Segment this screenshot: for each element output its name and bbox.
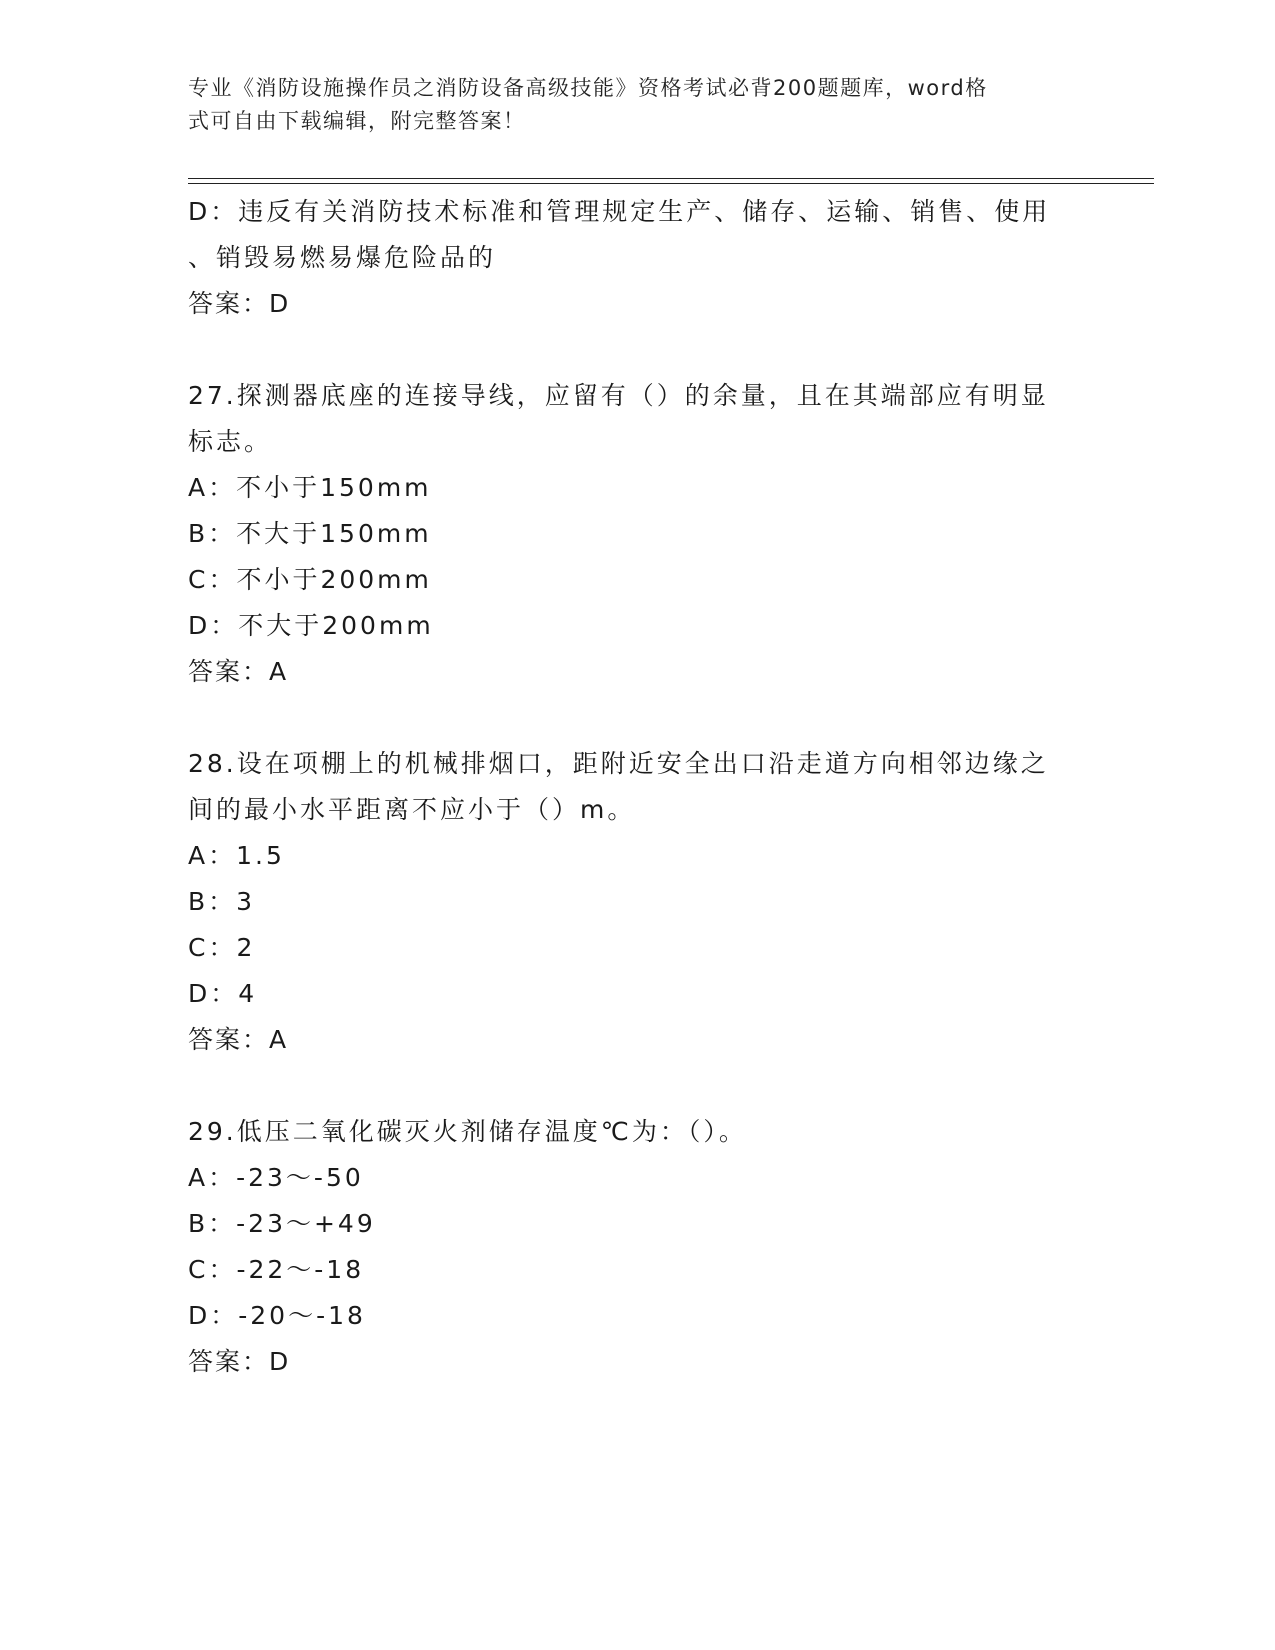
option-d-continued: 、销毁易燃易爆危险品的 bbox=[188, 243, 497, 272]
header-line-1: 专业《消防设施操作员之消防设备高级技能》资格考试必背200题题库，word格 bbox=[188, 76, 988, 100]
answer-line: 答案：D bbox=[188, 289, 291, 318]
spacer bbox=[188, 1063, 1088, 1109]
header-line-2: 式可自由下载编辑，附完整答案！ bbox=[188, 109, 526, 133]
answer-line: 答案：A bbox=[188, 657, 289, 686]
option-c: C：2 bbox=[188, 933, 256, 962]
question-stem: 28.设在项棚上的机械排烟口，距附近安全出口沿走道方向相邻边缘之 bbox=[188, 749, 1049, 778]
spacer bbox=[188, 695, 1088, 741]
document-header bbox=[188, 72, 1088, 138]
question-stem-continued: 间的最小水平距离不应小于（）m。 bbox=[188, 795, 636, 824]
question-stem: 29.低压二氧化碳灭火剂储存温度℃为：（）。 bbox=[188, 1117, 747, 1146]
header-divider-bottom bbox=[188, 183, 1154, 184]
question-29 bbox=[188, 1109, 1088, 1385]
option-d: D：不大于200mm bbox=[188, 611, 434, 640]
option-b: B：3 bbox=[188, 887, 256, 916]
question-27 bbox=[188, 373, 1088, 695]
option-d: D：4 bbox=[188, 979, 258, 1008]
option-d: D：-20～-18 bbox=[188, 1301, 366, 1330]
question-stem: 27.探测器底座的连接导线，应留有（）的余量，且在其端部应有明显 bbox=[188, 381, 1049, 410]
option-b: B：不大于150mm bbox=[188, 519, 432, 548]
header-divider-top bbox=[188, 178, 1154, 179]
option-c: C：不小于200mm bbox=[188, 565, 432, 594]
option-c: C：-22～-18 bbox=[188, 1255, 365, 1284]
option-a: A：-23～-50 bbox=[188, 1163, 364, 1192]
option-a: A：1.5 bbox=[188, 841, 285, 870]
option-a: A：不小于150mm bbox=[188, 473, 432, 502]
question-stem-continued: 标志。 bbox=[188, 427, 273, 456]
spacer bbox=[188, 327, 1088, 373]
question-28 bbox=[188, 741, 1088, 1063]
answer-line: 答案：D bbox=[188, 1347, 291, 1376]
previous-question-tail bbox=[188, 189, 1088, 327]
option-b: B：-23～+49 bbox=[188, 1209, 376, 1238]
answer-line: 答案：A bbox=[188, 1025, 289, 1054]
question-list bbox=[188, 189, 1088, 1385]
option-d: D：违反有关消防技术标准和管理规定生产、储存、运输、销售、使用 bbox=[188, 197, 1051, 226]
